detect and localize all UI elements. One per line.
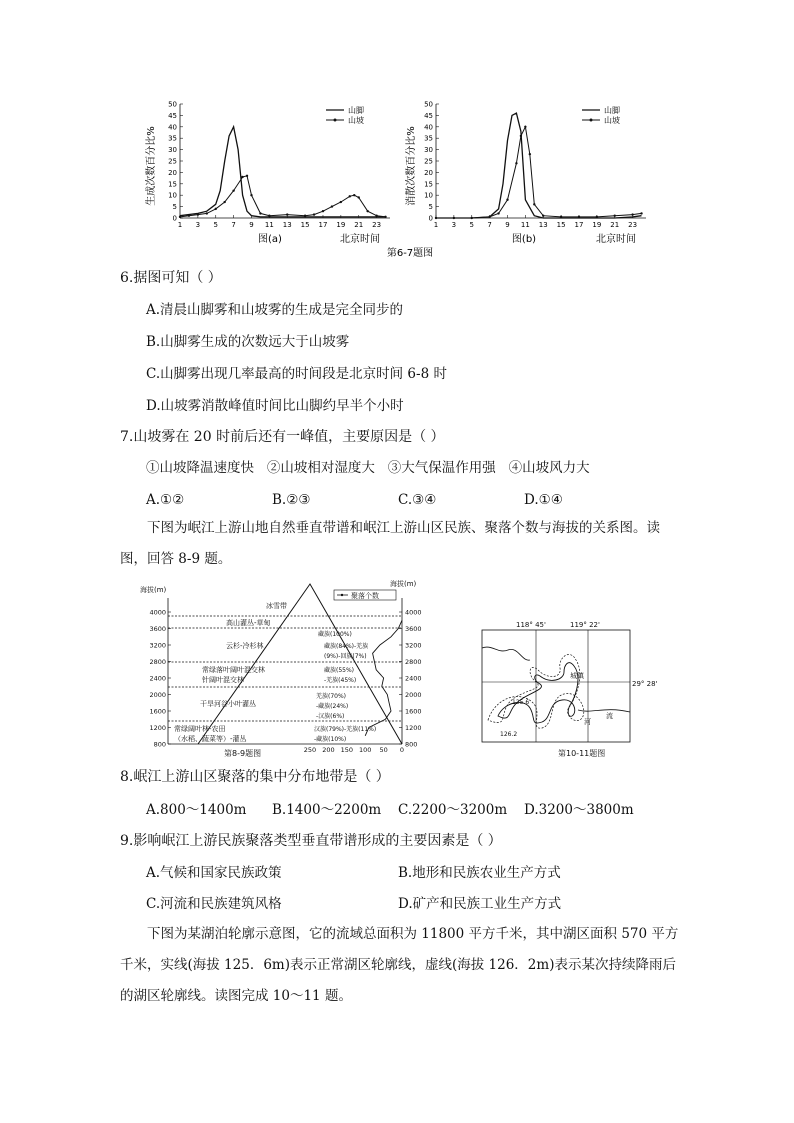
chart-a-ytick-label: 10 bbox=[168, 191, 177, 200]
right-ylabel: 海拔(m) bbox=[390, 580, 417, 588]
chart-a-slope-point bbox=[358, 196, 360, 198]
chart-b-slope-point bbox=[560, 216, 562, 218]
chart-b-slope-point bbox=[596, 216, 598, 218]
ethnic-label-2: 藏族(84%)-羌族 bbox=[324, 643, 369, 650]
chart-a-time-label: 北京时间 bbox=[340, 234, 380, 245]
mid-ytick-label-left: 1200 bbox=[149, 724, 166, 732]
ethnic-label-7: -藏族(24%) bbox=[316, 703, 349, 710]
chart-b-slope-point bbox=[471, 217, 473, 219]
zone-dry-valley: 干旱河谷小叶灌丛 bbox=[200, 700, 256, 708]
q9-option-a[interactable]: A.气候和国家民族政策 bbox=[146, 865, 282, 881]
mid-ytick-label-right: 4000 bbox=[405, 608, 422, 617]
settlement-line bbox=[365, 620, 402, 736]
chart-a-ylabel: 生成次数百分比% bbox=[146, 126, 157, 206]
chart-a-xtick-label: 13 bbox=[282, 221, 292, 229]
chart-a-slope-point bbox=[206, 212, 208, 214]
chart-a-series-foot bbox=[180, 127, 386, 217]
chart-b-slope-point bbox=[497, 212, 499, 214]
chart-b-ytick-label: 30 bbox=[424, 146, 433, 155]
chart-a-xtick-label: 7 bbox=[231, 221, 236, 229]
chart-a-ytick-label: 15 bbox=[168, 180, 177, 189]
mid-ytick-label-left: 3200 bbox=[149, 641, 166, 650]
q6-option-d[interactable]: D.山坡雾消散峰值时间比山脚约早半个小时 bbox=[146, 398, 404, 414]
chart-a-slope-point bbox=[268, 215, 270, 217]
chart-a-ytick-label: 0 bbox=[172, 214, 177, 223]
chart-b-ytick-label: 5 bbox=[428, 203, 433, 212]
chart-b-xtick-label: 19 bbox=[592, 221, 602, 229]
q9-option-c[interactable]: C.河流和民族建筑风格 bbox=[146, 896, 282, 912]
chart-b-slope-point bbox=[529, 153, 531, 155]
zone-evergreen: 常绿阔叶林-农田 bbox=[174, 725, 226, 733]
chart-b-ytick-label: 20 bbox=[424, 168, 433, 177]
chart-b-xtick-label: 17 bbox=[574, 221, 584, 229]
figure-8-9 bbox=[138, 578, 428, 760]
elev-label-2: 126.2 bbox=[500, 731, 518, 738]
river-outlet bbox=[578, 710, 630, 712]
chart-a-ytick-label: 45 bbox=[168, 111, 177, 120]
ethnic-label-5: -羌族(45%) bbox=[324, 677, 357, 684]
chart-b-xlabel: 图(b) bbox=[511, 234, 537, 245]
chart-b-slope-point bbox=[614, 215, 616, 217]
mid-xticks bbox=[304, 746, 404, 754]
figure-6-7 bbox=[140, 96, 660, 262]
q8-option-c[interactable]: C.2200～3200m bbox=[398, 802, 508, 818]
chart-b-xtick-label: 15 bbox=[556, 221, 566, 229]
chart-a-xtick-label: 17 bbox=[318, 221, 328, 229]
chart-b-slope-point bbox=[435, 217, 437, 219]
chart-b-series-slope bbox=[436, 127, 642, 218]
q7-option-b[interactable]: B.②③ bbox=[272, 492, 311, 508]
chart-a bbox=[168, 101, 390, 230]
mid-xtick-label: 100 bbox=[358, 746, 372, 754]
chart-b-ytick-label: 15 bbox=[424, 180, 433, 189]
q9-option-b[interactable]: B.地形和民族农业生产方式 bbox=[398, 865, 561, 881]
q6-stem: 6.据图可知（ ） bbox=[120, 270, 222, 286]
intro-8-9: 下图为岷江上游山地自然垂直带谱和岷江上游山区民族、聚落个数与海拔的关系图。读图，回答 8-9 题。 bbox=[120, 520, 660, 567]
mid-ytick-label-right: 2400 bbox=[405, 674, 422, 683]
mid-ytick-label-left: 1600 bbox=[149, 707, 166, 716]
chart-b-slope-point bbox=[488, 216, 490, 218]
chart-a-ytick-label: 40 bbox=[168, 123, 177, 132]
q7-option-a[interactable]: A.①② bbox=[146, 492, 185, 508]
chart-a-slope-point bbox=[223, 201, 225, 203]
chart-a-legend-slope: 山坡 bbox=[348, 116, 364, 125]
chart-a-slope-point bbox=[188, 215, 190, 217]
chart-a-slope-point bbox=[384, 216, 386, 218]
river-line bbox=[482, 647, 530, 660]
chart-b-ytick-label: 45 bbox=[424, 111, 433, 120]
chart-b-series-foot bbox=[436, 113, 642, 218]
q7-option-d[interactable]: D.①④ bbox=[524, 492, 563, 508]
place-label-river-1: 河 bbox=[584, 718, 591, 726]
chart-a-slope-point bbox=[340, 201, 342, 203]
chart-b-ytick-label: 25 bbox=[424, 157, 433, 166]
q8-option-b[interactable]: B.1400～2200m bbox=[272, 802, 382, 818]
mid-ytick-label-left: 3600 bbox=[149, 625, 166, 633]
figure-10-11-map bbox=[478, 618, 658, 760]
mid-ytick-label-left: 2400 bbox=[149, 674, 166, 683]
chart-a-ytick-label: 5 bbox=[172, 203, 177, 212]
mid-ytick-label-left: 800 bbox=[153, 740, 166, 749]
chart-a-slope-point bbox=[197, 213, 199, 215]
mid-ytick-label-right: 3200 bbox=[405, 641, 422, 650]
mid-xtick-label: 0 bbox=[399, 746, 405, 754]
chart-a-slope-point bbox=[250, 194, 252, 196]
zone-mixed-broadleaf: 常绿落叶阔叶混交林 bbox=[202, 666, 265, 674]
q7-option-c[interactable]: C.③④ bbox=[398, 492, 437, 508]
mid-xtick-label: 200 bbox=[322, 746, 335, 754]
chart-a-xtick-label: 19 bbox=[336, 221, 346, 229]
chart-a-ytick-label: 25 bbox=[168, 157, 177, 166]
q8-stem: 8.岷江上游山区聚落的集中分布地带是（ ） bbox=[120, 769, 390, 785]
ethnic-label-1: 藏族(100%) bbox=[318, 631, 352, 638]
q7-stem: 7.山坡雾在 20 时前后还有一峰值，主要原因是（ ） bbox=[120, 429, 445, 445]
zone-spruce: 云杉-冷杉林 bbox=[226, 642, 264, 650]
mid-ytick-label-right: 1200 bbox=[405, 724, 422, 732]
chart-a-xtick-label: 23 bbox=[372, 221, 382, 229]
zone-snow: 冰雪带 bbox=[266, 602, 287, 610]
chart-a-xtick-label: 9 bbox=[249, 221, 254, 229]
chart-b-slope-point bbox=[640, 212, 642, 214]
chart-a-slope-point bbox=[259, 212, 261, 214]
chart-b-ytick-label: 40 bbox=[424, 123, 433, 132]
chart-b-slope-point bbox=[506, 199, 508, 201]
place-label-town: 城镇 bbox=[570, 672, 584, 680]
chart-a-slope-point bbox=[246, 175, 248, 177]
chart-a-slope-point bbox=[313, 213, 315, 215]
mid-ytick-label-left: 2000 bbox=[149, 691, 166, 699]
chart-b-xtick-label: 7 bbox=[487, 221, 492, 229]
lake-outline-solid bbox=[498, 663, 578, 723]
q6-option-c[interactable]: C.山脚雾出现几率最高的时间段是北京时间 6-8 时 bbox=[146, 366, 447, 382]
lon-label-2: 119° 22' bbox=[570, 621, 600, 629]
ethnic-label-3: (9%)-回族(7%) bbox=[324, 653, 367, 660]
chart-b-slope-point bbox=[578, 216, 580, 218]
chart-b-xtick-label: 5 bbox=[469, 221, 474, 229]
chart-a-slope-point bbox=[322, 210, 324, 212]
ethnic-label-6: 羌族(70%) bbox=[316, 693, 347, 700]
chart-b-time-label: 北京时间 bbox=[596, 234, 636, 245]
mid-xtick-label: 250 bbox=[303, 746, 317, 754]
chart-b-slope-point bbox=[453, 217, 455, 219]
chart-a-slope-point bbox=[304, 215, 306, 217]
intro-10-11: 下图为某湖泊轮廓示意图，它的流域总面积为 11800 平方千米，其中湖区面积 570 平方千米，实线(海拔 125．6m)表示正常湖区轮廓线，虚线(海拔 126．2m)表示某次持续降雨后的湖区轮廓线。读图完成 10～11 题。 bbox=[120, 926, 679, 1004]
chart-a-xlabel: 图(a) bbox=[258, 234, 282, 245]
mid-ytick-label-right: 2800 bbox=[405, 658, 422, 666]
chart-a-slope-point bbox=[286, 213, 288, 215]
chart-a-xtick-label: 1 bbox=[177, 221, 183, 229]
zone-farmland: （水稻、蔬菜等）-灌丛 bbox=[174, 735, 247, 743]
chart-a-ytick-label: 30 bbox=[168, 146, 177, 155]
chart-b-xtick-label: 9 bbox=[505, 221, 510, 229]
chart-a-xtick-label: 15 bbox=[300, 221, 310, 229]
q6-option-a[interactable]: A.清晨山脚雾和山坡雾的生成是完全同步的 bbox=[146, 302, 404, 318]
zone-conifer-broadleaf: 针阔叶混交林 bbox=[202, 676, 244, 684]
ethnic-label-4: 藏族(55%) bbox=[324, 667, 355, 674]
lat-label: 29° 28' bbox=[632, 680, 658, 688]
lon-label-1: 118° 45' bbox=[516, 621, 546, 629]
ethnic-label-9: 汉族(79%)-羌族(11%) bbox=[314, 726, 377, 733]
legend-settlements: 聚落个数 bbox=[351, 592, 379, 600]
mid-ytick-label-left: 4000 bbox=[149, 608, 166, 617]
mid-xtick-label: 50 bbox=[379, 746, 388, 754]
chart-b-slope-point bbox=[533, 203, 535, 205]
q8-option-d[interactable]: D.3200～3800m bbox=[524, 802, 634, 818]
figure-10-11-caption: 第10-11题图 bbox=[558, 749, 606, 758]
mid-xtick-label: 150 bbox=[340, 746, 354, 754]
chart-b-xtick-label: 21 bbox=[610, 221, 620, 229]
place-label-river-2: 流 bbox=[606, 712, 613, 720]
chart-a-ytick-label: 20 bbox=[168, 168, 177, 177]
mid-ytick-label-left: 2800 bbox=[149, 658, 166, 666]
figure-6-7-caption: 第6-7题图 bbox=[386, 248, 434, 259]
chart-b-xtick-label: 1 bbox=[433, 221, 439, 229]
mid-ytick-label-right: 1600 bbox=[405, 707, 422, 716]
chart-a-slope-point bbox=[179, 216, 181, 218]
chart-b bbox=[424, 101, 646, 230]
zone-alpine: 高山灌丛-草甸 bbox=[226, 619, 271, 627]
chart-b-xtick-label: 13 bbox=[538, 221, 548, 229]
chart-b-xtick-label: 11 bbox=[520, 221, 530, 229]
chart-b-ytick-label: 10 bbox=[424, 191, 433, 200]
chart-b-ytick-label: 35 bbox=[424, 134, 433, 143]
chart-a-ytick-label: 50 bbox=[168, 100, 177, 109]
mid-ytick-label-right: 3600 bbox=[405, 625, 422, 633]
chart-a-slope-point bbox=[331, 205, 333, 207]
chart-a-slope-point bbox=[353, 194, 355, 196]
chart-a-legend-slope-dot bbox=[334, 119, 337, 122]
chart-b-ytick-label: 50 bbox=[424, 100, 433, 109]
chart-a-ytick-label: 35 bbox=[168, 134, 177, 143]
chart-a-xtick-label: 3 bbox=[195, 221, 201, 229]
elev-label-1: 125.6 bbox=[512, 699, 530, 706]
chart-b-slope-point bbox=[542, 215, 544, 217]
chart-a-slope-point bbox=[349, 195, 351, 197]
q9-stem: 9.影响岷江上游民族聚落类型垂直带谱形成的主要因素是（ ） bbox=[120, 833, 502, 849]
chart-a-slope-point bbox=[215, 208, 217, 210]
chart-b-xtick-label: 23 bbox=[628, 221, 638, 229]
ethnic-label-10: -藏族(10%) bbox=[314, 736, 347, 743]
chart-b-legend-slope-dot bbox=[590, 119, 593, 122]
chart-a-slope-point bbox=[366, 210, 368, 212]
ethnic-label-8: -汉族(6%) bbox=[316, 713, 345, 720]
mid-ytick-label-right: 800 bbox=[405, 740, 418, 749]
chart-b-ytick-label: 0 bbox=[428, 214, 433, 223]
chart-a-xtick-label: 11 bbox=[264, 221, 274, 229]
chart-b-ylabel: 消散次数百分比% bbox=[406, 126, 417, 206]
chart-a-legend-foot: 山脚 bbox=[348, 106, 364, 115]
q6-option-b[interactable]: B.山脚雾生成的次数远大于山坡雾 bbox=[146, 334, 350, 350]
chart-a-xtick-label: 5 bbox=[213, 221, 218, 229]
q9-option-d[interactable]: D.矿产和民族工业生产方式 bbox=[398, 896, 562, 912]
chart-b-slope-point bbox=[515, 162, 517, 164]
chart-b-slope-point bbox=[631, 213, 633, 215]
chart-b-slope-point bbox=[520, 135, 522, 137]
chart-a-series-slope bbox=[180, 176, 386, 217]
left-ylabel: 海拔(m) bbox=[140, 586, 167, 594]
chart-a-slope-point bbox=[375, 215, 377, 217]
chart-a-xtick-label: 21 bbox=[354, 221, 364, 229]
q8-option-a[interactable]: A.800～1400m bbox=[146, 802, 247, 818]
chart-a-slope-point bbox=[241, 176, 243, 178]
chart-b-xtick-label: 3 bbox=[451, 221, 457, 229]
mid-ytick-label-right: 2000 bbox=[405, 691, 422, 699]
chart-b-slope-point bbox=[524, 126, 526, 128]
chart-a-slope-point bbox=[232, 189, 234, 191]
chart-b-legend-foot: 山脚 bbox=[604, 106, 620, 115]
figure-8-9-caption: 第8-9题图 bbox=[224, 749, 262, 758]
chart-b-legend-slope: 山坡 bbox=[604, 116, 620, 125]
q7-items: ①山坡降温速度快 ②山坡相对湿度大 ③大气保温作用强 ④山坡风力大 bbox=[146, 460, 590, 476]
